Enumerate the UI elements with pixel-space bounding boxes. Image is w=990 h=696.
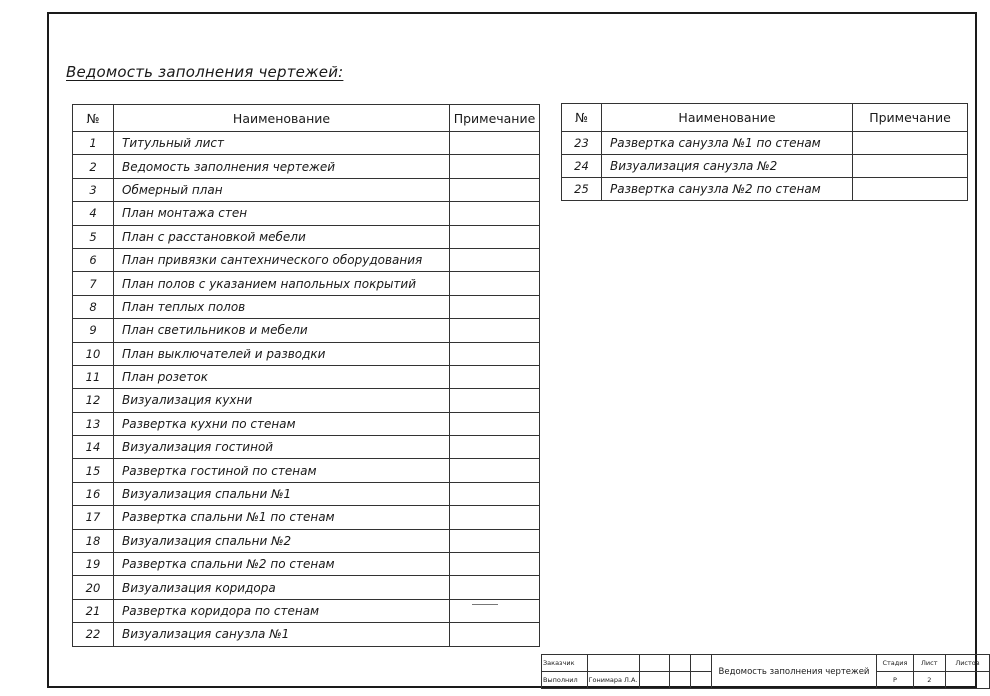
sheet-note xyxy=(450,412,540,435)
sheet-name: План розеток xyxy=(114,365,450,388)
sheet-number: 12 xyxy=(73,389,114,412)
sheet-note xyxy=(450,576,540,599)
sheet-name: Визуализация спальни №1 xyxy=(114,482,450,505)
sheet-number: 16 xyxy=(73,482,114,505)
sheet-note xyxy=(450,459,540,482)
sheet-name: Обмерный план xyxy=(114,178,450,201)
sheet-number: 2 xyxy=(73,155,114,178)
sheet-note xyxy=(450,132,540,155)
sheet-name: Визуализация коридора xyxy=(114,576,450,599)
executor-name: Гонимара Л.А. xyxy=(587,672,639,689)
column-header-note: Примечание xyxy=(853,104,968,132)
sheet-name: Визуализация кухни xyxy=(114,389,450,412)
sheet-name: Развертка спальни №2 по стенам xyxy=(114,553,450,576)
sheet-note xyxy=(450,178,540,201)
sheet-number: 8 xyxy=(73,295,114,318)
sheet-number: 21 xyxy=(73,599,114,622)
table-row xyxy=(73,178,540,201)
sheet-number: 9 xyxy=(73,319,114,342)
sheet-name: Развертка санузла №2 по стенам xyxy=(602,178,853,201)
sheet-name: Визуализация санузла №2 xyxy=(602,155,853,178)
table-row xyxy=(73,506,540,529)
column-header-number: № xyxy=(73,105,114,132)
table-row xyxy=(73,272,540,295)
table-row xyxy=(73,436,540,459)
sheet-number: 7 xyxy=(73,272,114,295)
sheet-label: Лист xyxy=(913,655,945,672)
sheet-note xyxy=(853,132,968,155)
sheet-number: 13 xyxy=(73,412,114,435)
sheet-name: План полов с указанием напольных покрытий xyxy=(114,272,450,295)
table-row xyxy=(73,553,540,576)
table-row xyxy=(73,365,540,388)
sheet-name: Развертка санузла №1 по стенам xyxy=(602,132,853,155)
column-header-name: Наименование xyxy=(114,105,450,132)
table-row xyxy=(73,342,540,365)
sheet-note xyxy=(450,225,540,248)
sheet-value: 2 xyxy=(913,672,945,689)
table-row xyxy=(73,576,540,599)
sheet-name: План выключателей и разводки xyxy=(114,342,450,365)
table-row xyxy=(73,225,540,248)
sheet-note xyxy=(450,155,540,178)
sheet-note xyxy=(853,155,968,178)
sheets-label: Листов xyxy=(945,655,989,672)
table-row xyxy=(73,295,540,318)
sheet-number: 10 xyxy=(73,342,114,365)
sheet-name: Развертка кухни по стенам xyxy=(114,412,450,435)
table-row xyxy=(73,155,540,178)
sheet-name: Развертка коридора по стенам xyxy=(114,599,450,622)
table-row xyxy=(73,529,540,552)
sheet-note xyxy=(450,436,540,459)
sheet-list-table-left xyxy=(72,104,540,647)
sheet-note xyxy=(450,553,540,576)
table-row xyxy=(73,389,540,412)
sheet-number: 24 xyxy=(562,155,602,178)
sheet-number: 4 xyxy=(73,202,114,225)
stage-value: Р xyxy=(877,672,914,689)
sheet-name: План привязки сантехнического оборудования xyxy=(114,248,450,271)
sheet-list-table-right xyxy=(561,103,968,201)
table-row xyxy=(73,202,540,225)
sheet-note xyxy=(853,178,968,201)
sheet-name: План светильников и мебели xyxy=(114,319,450,342)
sheet-name: Визуализация санузла №1 xyxy=(114,623,450,646)
note-dash-mark xyxy=(472,604,498,605)
sheet-name: Визуализация спальни №2 xyxy=(114,529,450,552)
table-row xyxy=(73,623,540,646)
sheet-note xyxy=(450,202,540,225)
table-row xyxy=(73,319,540,342)
sheet-number: 17 xyxy=(73,506,114,529)
document-title: Ведомость заполнения чертежей xyxy=(711,655,876,689)
table-row xyxy=(73,412,540,435)
sheet-note xyxy=(450,342,540,365)
sheet-number: 15 xyxy=(73,459,114,482)
sheet-number: 6 xyxy=(73,248,114,271)
sheet-number: 3 xyxy=(73,178,114,201)
sheet-number: 23 xyxy=(562,132,602,155)
page-title: Ведомость заполнения чертежей: xyxy=(66,63,344,81)
table-row xyxy=(73,482,540,505)
sheet-number: 22 xyxy=(73,623,114,646)
sheet-name: Визуализация гостиной xyxy=(114,436,450,459)
column-header-name: Наименование xyxy=(602,104,853,132)
sheet-note xyxy=(450,248,540,271)
stage-label: Стадия xyxy=(877,655,914,672)
sheet-number: 20 xyxy=(73,576,114,599)
sheet-name: Титульный лист xyxy=(114,132,450,155)
sheet-number: 1 xyxy=(73,132,114,155)
table-row xyxy=(73,459,540,482)
sheet-note xyxy=(450,482,540,505)
sheets-value xyxy=(945,672,989,689)
sheet-name: План теплых полов xyxy=(114,295,450,318)
table-row xyxy=(73,248,540,271)
sheet-note xyxy=(450,389,540,412)
sheet-note xyxy=(450,599,540,622)
sheet-note xyxy=(450,365,540,388)
sheet-number: 14 xyxy=(73,436,114,459)
sheet-note xyxy=(450,623,540,646)
sheet-number: 25 xyxy=(562,178,602,201)
table-header-row xyxy=(562,104,968,132)
column-header-number: № xyxy=(562,104,602,132)
sheet-note xyxy=(450,295,540,318)
sheet-name: Развертка спальни №1 по стенам xyxy=(114,506,450,529)
sheet-note xyxy=(450,272,540,295)
sheet-number: 19 xyxy=(73,553,114,576)
table-row xyxy=(562,132,968,155)
column-header-note: Примечание xyxy=(450,105,540,132)
sheet-note xyxy=(450,529,540,552)
sheet-name: План с расстановкой мебели xyxy=(114,225,450,248)
customer-label: Заказчик xyxy=(542,655,588,672)
table-row xyxy=(73,599,540,622)
title-block-stamp xyxy=(541,654,990,689)
sheet-name: План монтажа стен xyxy=(114,202,450,225)
sheet-number: 5 xyxy=(73,225,114,248)
sheet-note xyxy=(450,319,540,342)
sheet-number: 18 xyxy=(73,529,114,552)
table-row xyxy=(562,155,968,178)
executor-label: Выполнил xyxy=(542,672,588,689)
sheet-name: Развертка гостиной по стенам xyxy=(114,459,450,482)
sheet-name: Ведомость заполнения чертежей xyxy=(114,155,450,178)
table-header-row xyxy=(73,105,540,132)
sheet-number: 11 xyxy=(73,365,114,388)
table-row xyxy=(73,132,540,155)
sheet-note xyxy=(450,506,540,529)
table-row xyxy=(562,178,968,201)
